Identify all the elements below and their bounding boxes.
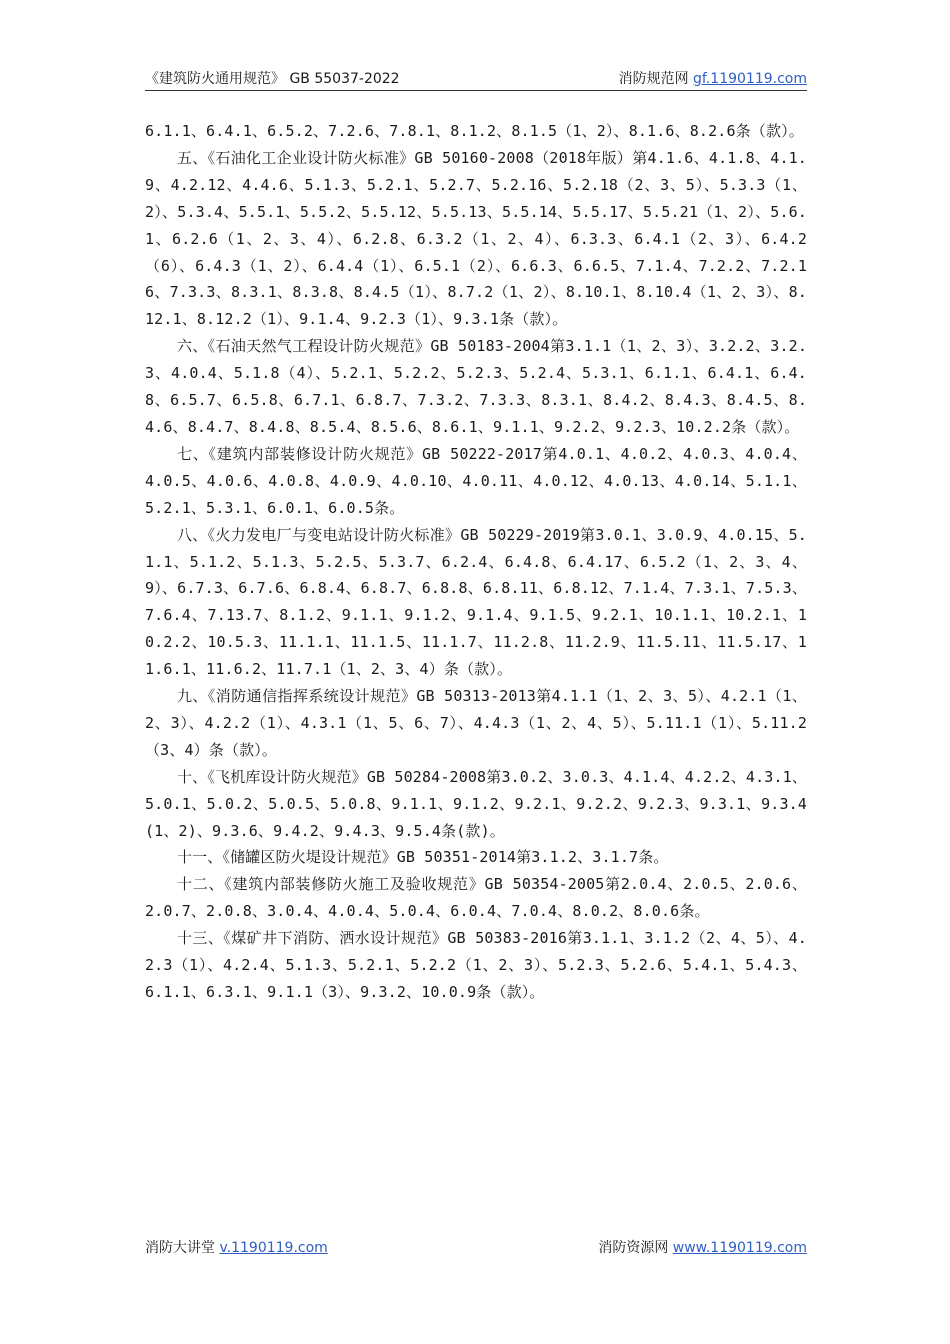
- paragraph-item-13: 十三、《煤矿井下消防、洒水设计规范》GB 50383-2016第3.1.1、3.1.2（2、4、5）、4.2.3（1）、4.2.4、5.1.3、5.2.1、5.2.2（1、2、3）、5.2.3、5.2.6、5.4.1、5.4.3、6.1.1、6.3.1、9.1.1（3）、9.3.2、10.0.9条（款）。: [145, 929, 807, 1001]
- header-site-label: 消防规范网: [618, 71, 689, 87]
- header-title: 《建筑防火通用规范》 GB 55037-2022: [145, 71, 400, 87]
- paragraph-continuation: 6.1.1、6.4.1、6.5.2、7.2.6、7.8.1、8.1.2、8.1.5（1、2）、8.1.6、8.2.6条（款）。: [145, 122, 804, 140]
- footer-right: [598, 1237, 807, 1257]
- paragraph-item-9: 九、《消防通信指挥系统设计规范》GB 50313-2013第4.1.1（1、2、3、5）、4.2.1（1、2、3）、4.2.2（1）、4.3.1（1、5、6、7）、4.4.3（1、2、4、5）、5.11.1（1）、5.11.2（3、4）条（款）。: [145, 687, 807, 759]
- paragraph-item-11: 十一、《储罐区防火堤设计规范》GB 50351-2014第3.1.2、3.1.7条。: [177, 848, 669, 867]
- header-site-link[interactable]: gf.1190119.com: [693, 71, 807, 87]
- document-body: [145, 118, 807, 1006]
- footer-left: [145, 1237, 328, 1257]
- page-footer: [145, 1237, 807, 1257]
- footer-left-label: 消防大讲堂: [145, 1240, 215, 1256]
- footer-left-link[interactable]: v.1190119.com: [219, 1240, 328, 1256]
- page-header: [145, 66, 807, 91]
- paragraph-item-12: 十二、《建筑内部装修防火施工及验收规范》GB 50354-2005第2.0.4、2.0.5、2.0.6、2.0.7、2.0.8、3.0.4、4.0.4、5.0.4、6.0.4、7.0.4、8.0.2、8.0.6条。: [145, 875, 807, 921]
- paragraph-item-6: 六、《石油天然气工程设计防火规范》GB 50183-2004第3.1.1（1、2、3）、3.2.2、3.2.3、4.0.4、5.1.8（4）、5.2.1、5.2.2、5.2.3、5.2.4、5.3.1、6.1.1、6.4.1、6.4.8、6.5.7、6.5.8、6.7.1、6.8.7、7.3.2、7.3.3、8.3.1、8.4.2、8.4.3、8.4.5、8.4.6、8.4.7、8.4.8、8.5.4、8.5.6、8.6.1、9.1.1、9.2.2、9.2.3、10.2.2条（款）。: [145, 337, 807, 436]
- footer-right-label: 消防资源网: [598, 1240, 669, 1256]
- paragraph-item-8: 八、《火力发电厂与变电站设计防火标准》GB 50229-2019第3.0.1、3.0.9、4.0.15、5.1.1、5.1.2、5.1.3、5.2.5、5.3.7、6.2.4、6.4.8、6.4.17、6.5.2（1、2、3、4、9）、6.7.3、6.7.6、6.8.4、6.8.7、6.8.8、6.8.11、6.8.12、7.1.4、7.3.1、7.5.3、7.6.4、7.13.7、8.1.2、9.1.1、9.1.2、9.1.4、9.1.5、9.2.1、10.1.1、10.2.1、10.2.2、10.5.3、11.1.1、11.1.5、11.1.7、11.2.8、11.2.9、11.5.11、11.5.17、11.6.1、11.6.2、11.7.1（1、2、3、4）条（款）。: [145, 525, 807, 679]
- header-site: [619, 68, 807, 88]
- paragraph-item-10: 十、《飞机库设计防火规范》GB 50284-2008第3.0.2、3.0.3、4.1.4、4.2.2、4.3.1、5.0.1、5.0.2、5.0.5、5.0.8、9.1.1、9.1.2、9.2.1、9.2.2、9.2.3、9.3.1、9.3.4(1、2)、9.3.6、9.4.2、9.4.3、9.5.4条(款)。: [145, 767, 807, 840]
- paragraph-item-7: 七、《建筑内部装修设计防火规范》GB 50222-2017第4.0.1、4.0.2、4.0.3、4.0.4、4.0.5、4.0.6、4.0.8、4.0.9、4.0.10、4.0.11、4.0.12、4.0.13、4.0.14、5.1.1、5.2.1、5.3.1、6.0.1、6.0.5条。: [145, 444, 807, 517]
- paragraph-item-5: 五、《石油化工企业设计防火标准》GB 50160-2008（2018年版）第4.1.6、4.1.8、4.1.9、4.2.12、4.4.6、5.1.3、5.2.1、5.2.7、5.2.16、5.2.18（2、3、5）、5.3.3（1、2）、5.3.4、5.5.1、5.5.2、5.5.12、5.5.13、5.5.14、5.5.17、5.5.21（1、2）、5.6.1、6.2.6（1、2、3、4）、6.2.8、6.3.2（1、2、4）、6.3.3、6.4.1（2、3）、6.4.2（6）、6.4.3（1、2）、6.4.4（1）、6.5.1（2）、6.6.3、6.6.5、7.1.4、7.2.2、7.2.16、7.3.3、8.3.1、8.3.8、8.4.5（1）、8.7.2（1、2）、8.10.1、8.10.4（1、2、3）、8.12.1、8.12.2（1）、9.1.4、9.2.3（1）、9.3.1条（款）。: [145, 148, 807, 329]
- footer-right-link[interactable]: www.1190119.com: [672, 1240, 807, 1256]
